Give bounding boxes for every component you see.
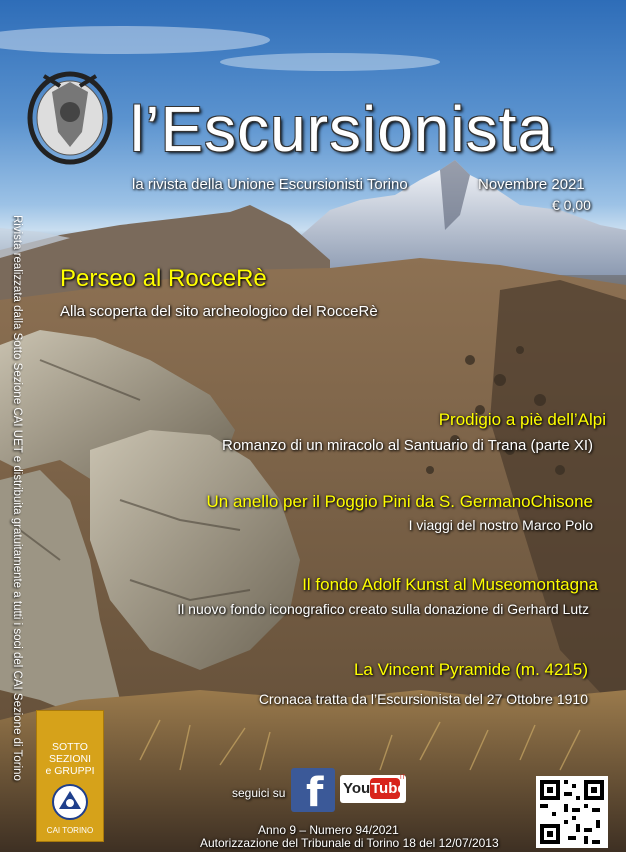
badge-footer: CAI TORINO bbox=[46, 826, 94, 835]
issue-date: Novembre 2021 bbox=[478, 176, 585, 193]
article-3-headline: Un anello per il Poggio Pini da S. GermanoChisone bbox=[206, 492, 593, 511]
youtube-you-text: You bbox=[343, 780, 371, 797]
article-4-subtitle: Il nuovo fondo iconografico creato sulla donazione di Gerhard Lutz bbox=[177, 601, 589, 617]
article-1-subtitle: Alla scoperta del sito archeologico del RocceRè bbox=[60, 303, 378, 320]
cai-torino-emblem-icon bbox=[51, 783, 89, 821]
tribunal-authorization: Autorizzazione del Tribunale di Torino 18 del 12/07/2013 bbox=[200, 836, 499, 850]
follow-label: seguici su bbox=[232, 786, 286, 800]
issue-number: Anno 9 – Numero 94/2021 bbox=[258, 823, 399, 837]
side-note bbox=[5, 215, 29, 830]
badge-line-3: e GRUPPI bbox=[45, 765, 95, 777]
badge-line-1: SOTTO bbox=[52, 741, 88, 753]
sotto-sezioni-badge bbox=[36, 710, 104, 842]
youtube-country: IT bbox=[400, 775, 406, 781]
article-5-headline: La Vincent Pyramide (m. 4215) bbox=[353, 660, 588, 679]
issue-price: € 0,00 bbox=[552, 197, 591, 213]
article-4-headline: Il fondo Adolf Kunst al Museomontagna bbox=[302, 575, 598, 594]
magazine-title: l’Escursionista bbox=[130, 93, 555, 165]
article-3-subtitle: I viaggi del nostro Marco Polo bbox=[408, 517, 593, 533]
article-2-headline: Prodigio a piè dell’Alpi bbox=[438, 410, 606, 429]
facebook-icon[interactable] bbox=[291, 768, 335, 816]
article-1-headline: Perseo al RocceRè bbox=[60, 265, 267, 292]
badge-line-2: SEZIONI bbox=[48, 753, 91, 765]
facebook-glyph: f bbox=[306, 770, 324, 816]
article-5-subtitle: Cronaca tratta da l’Escursionista del 27 Ottobre 1910 bbox=[258, 691, 588, 707]
qr-code-icon[interactable] bbox=[536, 776, 608, 848]
youtube-tube-text: Tube bbox=[371, 780, 406, 797]
youtube-icon[interactable] bbox=[340, 775, 406, 803]
article-2-subtitle: Romanzo di un miracolo al Santuario di Trana (parte XI) bbox=[221, 437, 593, 454]
side-note-text: Rivista realizzata dalla Sotto Sezione CAI UET e distribuita gratuitamente a tutti i soci del CAI Sezione di Torino bbox=[11, 215, 23, 781]
magazine-tagline: la rivista della Unione Escursionisti Torino bbox=[132, 176, 408, 193]
uet-emblem-icon bbox=[22, 62, 118, 172]
